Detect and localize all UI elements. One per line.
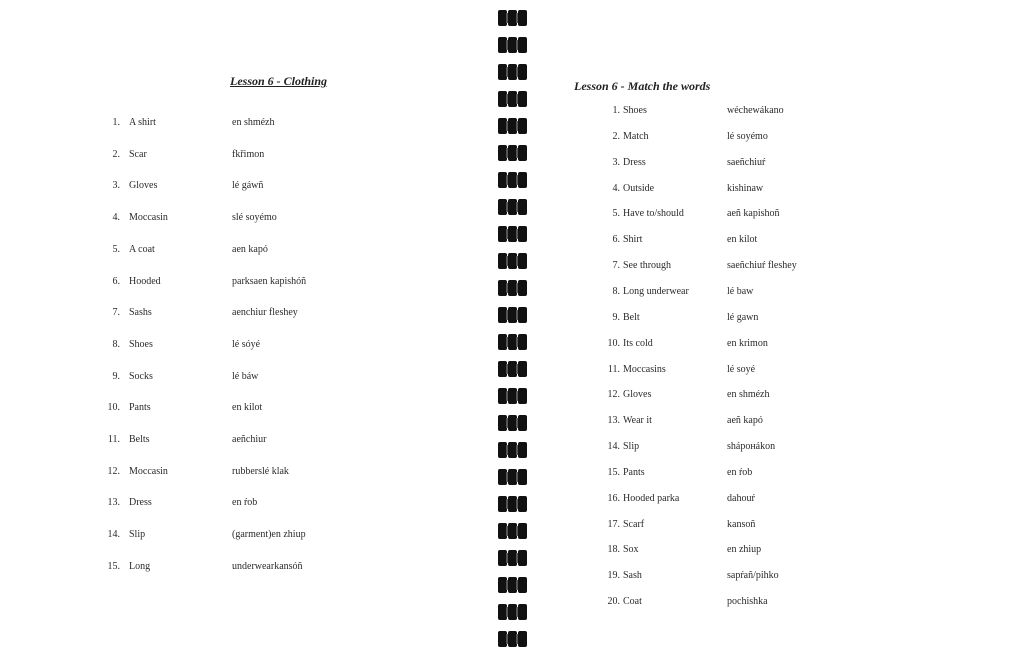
vocab-row: [530, 364, 1024, 378]
item-number: 5.: [112, 243, 120, 255]
michif-translation: saeñchiuŕ: [727, 156, 766, 168]
english-term: Dress: [623, 156, 646, 168]
vocab-row: [530, 389, 1024, 403]
vocab-row: [0, 117, 495, 131]
english-term: Shoes: [623, 105, 647, 116]
item-number: 4.: [612, 182, 620, 194]
item-number: 14.: [107, 529, 120, 541]
english-term: Gloves: [623, 389, 652, 401]
vocab-row: [530, 544, 1024, 558]
item-number: 10.: [607, 337, 620, 349]
binding-ring: [497, 224, 529, 244]
binding-ring: [497, 116, 529, 136]
english-term: Belts: [129, 434, 150, 445]
vocab-row: [0, 561, 495, 575]
michif-translation: pochishka: [727, 596, 768, 608]
binding-ring: [497, 305, 529, 325]
item-number: 2.: [612, 130, 620, 142]
vocab-row: [530, 415, 1024, 429]
michif-translation: wéchewákano: [727, 105, 784, 116]
english-term: See through: [623, 260, 672, 272]
english-term: Scar: [129, 148, 147, 160]
english-term: Match: [623, 130, 649, 142]
item-number: 5.: [612, 208, 620, 220]
michif-translation: aenchiur fleshey: [232, 307, 298, 319]
vocab-row: [530, 208, 1024, 222]
michif-translation: en zhiup: [727, 544, 762, 556]
michif-translation: sapŕañ/pihko: [727, 570, 779, 582]
vocab-row: [530, 260, 1024, 274]
item-number: 10.: [107, 402, 120, 414]
item-number: 4.: [112, 212, 120, 224]
item-number: 1.: [612, 105, 620, 116]
item-number: 18.: [607, 544, 620, 556]
item-number: 7.: [612, 260, 620, 272]
binding-ring: [497, 35, 529, 55]
english-term: Dress: [129, 497, 152, 509]
vocab-row: [530, 157, 1024, 171]
english-term: Long underwear: [623, 285, 689, 297]
item-number: 15.: [107, 560, 120, 572]
english-term: Moccasin: [129, 212, 168, 224]
michif-translation: underwearkansóñ: [232, 560, 303, 572]
binding-ring: [497, 143, 529, 163]
vocab-row: [0, 371, 495, 385]
binding-ring: [497, 467, 529, 487]
item-number: 6.: [112, 275, 120, 287]
spiral-binding: [497, 0, 529, 663]
binding-ring: [497, 629, 529, 649]
item-number: 11.: [107, 434, 120, 445]
item-number: 3.: [612, 156, 620, 168]
michif-translation: shápонákon: [727, 441, 776, 453]
michif-translation: aeñ kapishoñ: [727, 208, 780, 220]
vocab-row: [530, 131, 1024, 145]
english-term: Hooded: [129, 275, 161, 287]
michif-translation: aeñchiur: [232, 434, 267, 445]
vocab-row: [530, 493, 1024, 507]
vocab-row: [530, 286, 1024, 300]
michif-translation: aen kapó: [232, 243, 268, 255]
item-number: 9.: [612, 311, 620, 323]
item-number: 13.: [607, 415, 620, 427]
vocab-row: [530, 312, 1024, 326]
binding-ring: [497, 386, 529, 406]
binding-ring: [497, 197, 529, 217]
vocab-row: [0, 276, 495, 290]
vocab-row: [530, 570, 1024, 584]
vocab-row: [530, 338, 1024, 352]
michif-translation: parksaen kapishóñ: [232, 275, 307, 287]
english-term: Shirt: [623, 234, 643, 246]
michif-translation: lé sóyé: [232, 338, 261, 350]
english-term: Long: [129, 560, 151, 572]
english-term: A coat: [129, 243, 155, 255]
english-term: Scarf: [623, 518, 645, 530]
vocab-row: [0, 244, 495, 258]
michif-translation: en kilot: [232, 402, 263, 414]
binding-ring: [497, 413, 529, 433]
english-term: Moccasins: [623, 363, 666, 375]
vocab-row: [0, 149, 495, 163]
michif-translation: en krimon: [727, 337, 768, 349]
binding-ring: [497, 89, 529, 109]
binding-ring: [497, 8, 529, 28]
vocab-row: [0, 466, 495, 480]
michif-translation: rubberslé klak: [232, 465, 289, 477]
item-number: 8.: [612, 285, 620, 297]
michif-translation: en ŕob: [727, 466, 753, 478]
english-term: Hooded parka: [623, 492, 680, 504]
vocab-row: [0, 402, 495, 416]
english-term: Belt: [623, 311, 640, 323]
binding-ring: [497, 575, 529, 595]
item-number: 14.: [607, 441, 620, 453]
english-term: Outside: [623, 182, 655, 194]
left-page-title: Lesson 6 - Clothing: [230, 74, 328, 88]
michif-translation: lé soyé: [727, 363, 756, 375]
english-term: Slip: [129, 529, 146, 541]
michif-translation: slé soyémo: [232, 212, 277, 224]
item-number: 19.: [607, 570, 620, 582]
english-term: Coat: [623, 596, 642, 608]
item-number: 15.: [607, 466, 620, 478]
item-number: 6.: [612, 234, 620, 246]
item-number: 3.: [112, 180, 120, 192]
vocab-row: [0, 339, 495, 353]
vocab-row: [0, 529, 495, 543]
item-number: 13.: [107, 497, 120, 509]
michif-translation: en kilot: [727, 234, 758, 246]
binding-ring: [497, 170, 529, 190]
vocab-row: [0, 434, 495, 448]
michif-translation: en shmézh: [727, 389, 770, 401]
item-number: 11.: [607, 363, 620, 375]
item-number: 2.: [112, 148, 120, 160]
binding-ring: [497, 548, 529, 568]
vocab-row: [0, 180, 495, 194]
english-term: Moccasin: [129, 465, 168, 477]
binding-ring: [497, 278, 529, 298]
michif-translation: lé báw: [232, 370, 259, 382]
binding-ring: [497, 359, 529, 379]
item-number: 12.: [107, 465, 120, 477]
left-page: [0, 0, 495, 663]
english-term: Pants: [129, 402, 151, 414]
item-number: 16.: [607, 492, 620, 504]
item-number: 8.: [112, 338, 120, 350]
english-term: Sash: [623, 570, 642, 582]
item-number: 9.: [112, 370, 120, 382]
michif-translation: kansoñ: [727, 518, 756, 530]
english-term: Shoes: [129, 338, 153, 350]
right-page: [530, 0, 1024, 663]
vocab-row: [530, 596, 1024, 610]
vocab-row: [530, 105, 1024, 119]
english-term: Gloves: [129, 180, 158, 192]
english-term: Sox: [623, 544, 639, 556]
michif-translation: fkřimon: [232, 148, 265, 160]
binding-ring: [497, 602, 529, 622]
michif-translation: lé baw: [727, 285, 754, 297]
michif-translation: kishinaw: [727, 182, 764, 194]
english-term: Socks: [129, 370, 153, 382]
english-term: Pants: [623, 466, 645, 478]
english-term: Have to/should: [623, 208, 684, 220]
right-page-title: Lesson 6 - Match the words: [574, 79, 711, 93]
vocab-row: [530, 441, 1024, 455]
english-term: Wear it: [623, 415, 652, 427]
vocab-row: [0, 212, 495, 226]
binding-ring: [497, 62, 529, 82]
item-number: 20.: [607, 596, 620, 608]
binding-ring: [497, 251, 529, 271]
english-term: A shirt: [129, 117, 156, 128]
english-term: Its cold: [623, 337, 653, 349]
binding-ring: [497, 494, 529, 514]
vocab-row: [530, 234, 1024, 248]
michif-translation: (garment)en zhiup: [232, 529, 306, 541]
vocab-row: [0, 307, 495, 321]
michif-translation: dahouŕ: [727, 492, 755, 504]
binding-ring: [497, 332, 529, 352]
vocab-row: [530, 183, 1024, 197]
binding-ring: [497, 440, 529, 460]
english-term: Slip: [623, 441, 640, 453]
item-number: 12.: [607, 389, 620, 401]
binding-ring: [497, 521, 529, 541]
michif-translation: lé gáwñ: [232, 180, 264, 192]
michif-translation: en ŕob: [232, 497, 258, 509]
michif-translation: lé gawn: [727, 311, 759, 323]
item-number: 7.: [112, 307, 120, 319]
michif-translation: aeñ kapó: [727, 415, 763, 427]
vocab-row: [530, 467, 1024, 481]
michif-translation: saeñchiuŕ fleshey: [727, 260, 797, 272]
item-number: 1.: [112, 117, 120, 128]
vocab-row: [530, 519, 1024, 533]
michif-translation: lé soyémo: [727, 130, 768, 142]
michif-translation: en shmézh: [232, 117, 275, 128]
vocab-row: [0, 497, 495, 511]
item-number: 17.: [607, 518, 620, 530]
english-term: Sashs: [129, 307, 152, 319]
